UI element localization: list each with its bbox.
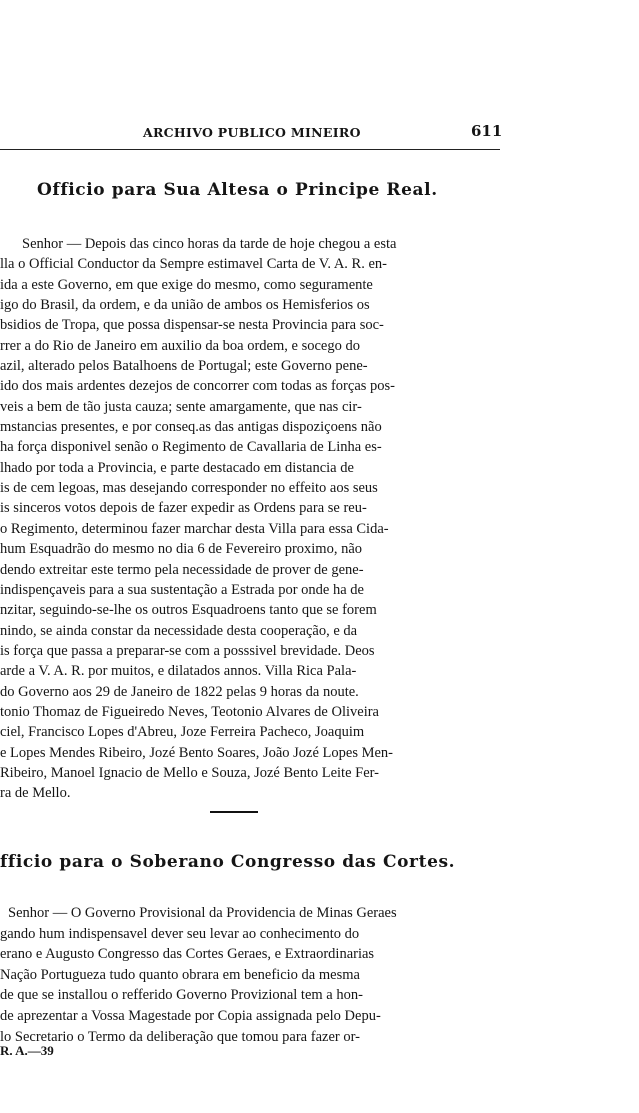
text-line: lla o Official Conductor da Sempre estimavel Carta de V. A. R. en- — [0, 256, 387, 273]
text-line: ra de Mello. — [0, 785, 71, 802]
text-line: arde a V. A. R. por muitos, e dilatados annos. Villa Rica Pala- — [0, 663, 357, 680]
text-line: tonio Thomaz de Figueiredo Neves, Teotonio Alvares de Oliveira — [0, 703, 379, 720]
text-line: indispençaveis para a sua sustentação a Estrada por onde ha de — [0, 581, 364, 598]
section-divider — [210, 811, 258, 813]
page-number: 611 — [471, 122, 503, 140]
text-line: ida a este Governo, em que exige do mesmo, como seguramente — [0, 276, 373, 293]
text-line: ido dos mais ardentes dezejos de concorrer com todas as forças pos- — [0, 378, 395, 395]
running-head: ARCHIVO PUBLICO MINEIRO — [143, 125, 361, 140]
text-line: Senhor — O Governo Provisional da Providencia de Minas Geraes — [8, 905, 397, 921]
text-line: nindo, se ainda constar da necessidade desta cooperação, e da — [0, 622, 358, 639]
text-line: Nação Portugueza tudo quanto obrara em beneficio da mesma — [0, 966, 360, 983]
letter-body-congresso-cortes — [0, 903, 490, 1047]
text-line: de aprezentar a Vossa Magestade por Copia assignada pelo Depu- — [0, 1007, 381, 1024]
text-line: Senhor — Depois das cinco horas da tarde de hoje chegou a esta — [22, 236, 397, 252]
text-line: lo Secretario o Termo da deliberação que tomou para fazer or- — [0, 1028, 360, 1045]
text-line: gando hum indispensavel dever seu levar ao conhecimento do — [0, 925, 360, 942]
text-line: dendo extreitar este termo pela necessidade de prover de gene- — [0, 561, 364, 578]
text-line: is de cem legoas, mas desejando corresponder no effeito aos seus — [0, 480, 378, 497]
text-line: azil, alterado pelos Batalhoens de Portugal; este Governo pene- — [0, 358, 368, 375]
letter-body-principe-real — [0, 234, 494, 804]
text-line: ha força disponivel senão o Regimento de Cavallaria de Linha es- — [0, 439, 382, 456]
section-title-congresso-cortes: fficio para o Soberano Congresso das Cortes. — [0, 852, 456, 872]
page-header — [0, 122, 639, 142]
text-line: nzitar, seguindo-se-lhe os outros Esquadroens tanto que se forem — [0, 602, 377, 619]
text-line: veis a bem de tão justa cauza; sente amargamente, que nas cir- — [0, 398, 362, 415]
text-line: Ribeiro, Manoel Ignacio de Mello e Souza, Jozé Bento Leite Fer- — [0, 764, 380, 781]
text-line: de que se installou o refferido Governo Provizional tem a hon- — [0, 987, 363, 1004]
text-line: ciel, Francisco Lopes d'Abreu, Joze Ferreira Pacheco, Joaquim — [0, 724, 365, 741]
text-line: igo do Brasil, da ordem, e da união de ambos os Hemisferios os — [0, 297, 370, 314]
text-line: is sinceros votos depois de fazer expedir as Ordens para se reu- — [0, 500, 367, 517]
text-line: is força que passa a preparar-se com a posssivel brevidade. Deos — [0, 642, 375, 659]
text-line: mstancias presentes, e por conseq.as das antigas dispoziçoens não — [0, 419, 382, 436]
text-line: do Governo aos 29 de Janeiro de 1822 pelas 9 horas da noute. — [0, 683, 359, 700]
text-line: e Lopes Mendes Ribeiro, Jozé Bento Soares, João Jozé Lopes Men- — [0, 744, 394, 761]
text-line: o Regimento, determinou fazer marchar desta Villa para essa Cida- — [0, 520, 389, 537]
text-line: lhado por toda a Provincia, e parte destacado em distancia de — [0, 459, 354, 476]
text-line: hum Esquadrão do mesmo no dia 6 de Fevereiro proximo, não — [0, 541, 363, 558]
text-line: erano e Augusto Congresso das Cortes Geraes, e Extraordinarias — [0, 946, 375, 963]
text-line: bsidios de Tropa, que possa dispensar-se nesta Provincia para soc- — [0, 317, 384, 334]
printer-signature: R. A.—39 — [0, 1043, 54, 1058]
section-title-principe-real: Officio para Sua Altesa o Principe Real. — [37, 180, 438, 200]
text-line: rrer a do Rio de Janeiro em auxilio da boa ordem, e socego do — [0, 337, 360, 354]
header-rule — [0, 149, 500, 150]
